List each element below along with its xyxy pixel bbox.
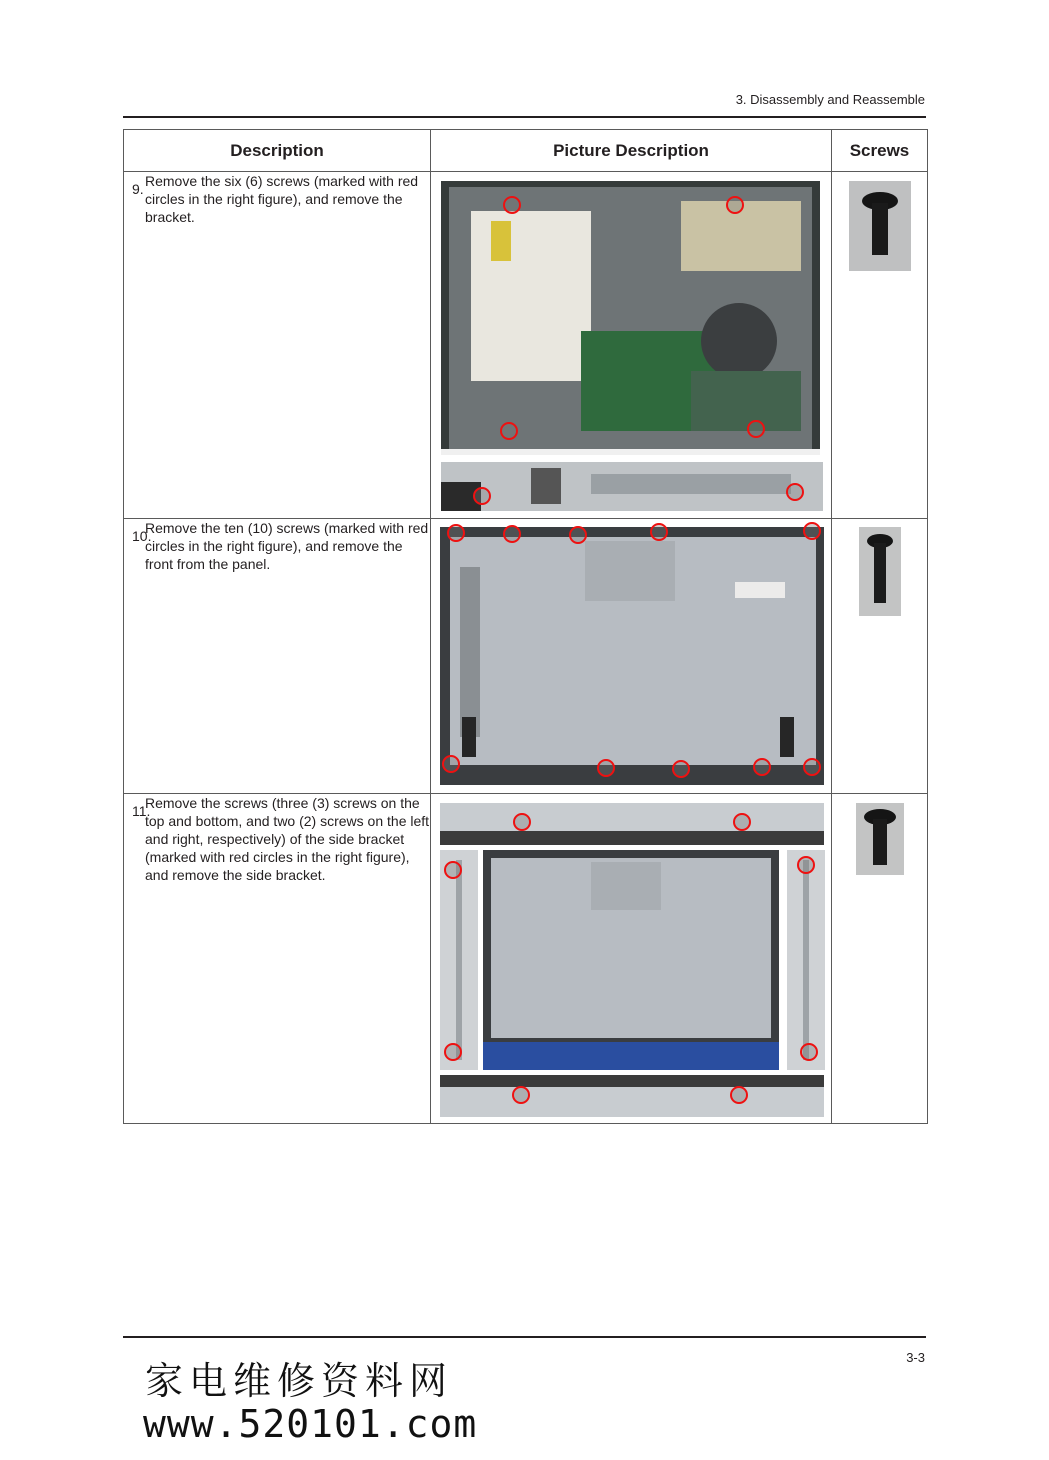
screw-marker [733,813,751,831]
step-picture [431,172,832,519]
table-row [124,794,928,1124]
screw-image [859,527,901,616]
screw-marker [503,196,521,214]
screw-image [849,181,911,271]
step-text: Remove the ten (10) screws (marked with red circles in the right figure), and remove the front from the panel. [145,520,429,572]
screw-image-cell [832,519,928,794]
step-number: 9. [132,181,144,197]
step-text: Remove the screws (three (3) screws on the top and bottom, and two (2) screws on the left and right, respectively) of the side bracket (marked with red circles in the right figure), and remove the side bracket. [145,795,430,883]
footer-rule [123,1336,926,1338]
table-row [124,519,928,794]
step-number: 11. [132,803,151,819]
top-bracket-photo [440,803,824,845]
header-rule [123,116,926,118]
step-description [124,172,431,519]
screw-marker [513,813,531,831]
rear-bracket-photo [441,462,823,511]
screw-marker [786,483,804,501]
column-header-screws: Screws [832,130,928,172]
bottom-bracket-photo [440,1075,824,1117]
screw-marker [803,758,821,776]
screw-marker [650,523,668,541]
screw-marker [747,420,765,438]
main-board-photo [441,181,820,455]
step-text: Remove the six (6) screws (marked with red circles in the right figure), and remove the bracket. [145,173,419,225]
panel-without-brackets-photo [483,850,779,1070]
screw-image-cell [832,794,928,1124]
left-bracket-photo [440,850,478,1070]
screw-marker [473,487,491,505]
screw-image [856,803,904,875]
screw-marker [444,861,462,879]
right-bracket-photo [787,850,825,1070]
screw-marker [797,856,815,874]
screw-marker [672,760,690,778]
section-title: 3. Disassembly and Reassemble [735,92,925,107]
screw-marker [800,1043,818,1061]
screw-marker [753,758,771,776]
screw-marker [444,1043,462,1061]
step-description [124,519,431,794]
column-header-description: Description [124,130,431,172]
column-header-picture: Picture Description [431,130,832,172]
step-number: 10. [132,528,152,544]
screw-marker [512,1086,530,1104]
step-picture [431,519,832,794]
step-description [124,794,431,1124]
screw-marker [803,522,821,540]
screw-marker [503,525,521,543]
table-header-row [124,130,928,172]
screw-marker [726,196,744,214]
footer-watermark: 家电维修资料网 [145,1359,454,1403]
footer-url: www.520101.com [143,1402,478,1446]
screw-marker [597,759,615,777]
table-row [124,172,928,519]
screw-image-cell [832,172,928,519]
page-number: 3-3 [906,1350,925,1365]
disassembly-table [123,129,928,1124]
screw-marker [730,1086,748,1104]
screw-marker [500,422,518,440]
screw-marker [569,526,587,544]
screw-marker [442,755,460,773]
panel-front-photo [440,527,824,785]
screw-marker [447,524,465,542]
step-picture [431,794,832,1124]
